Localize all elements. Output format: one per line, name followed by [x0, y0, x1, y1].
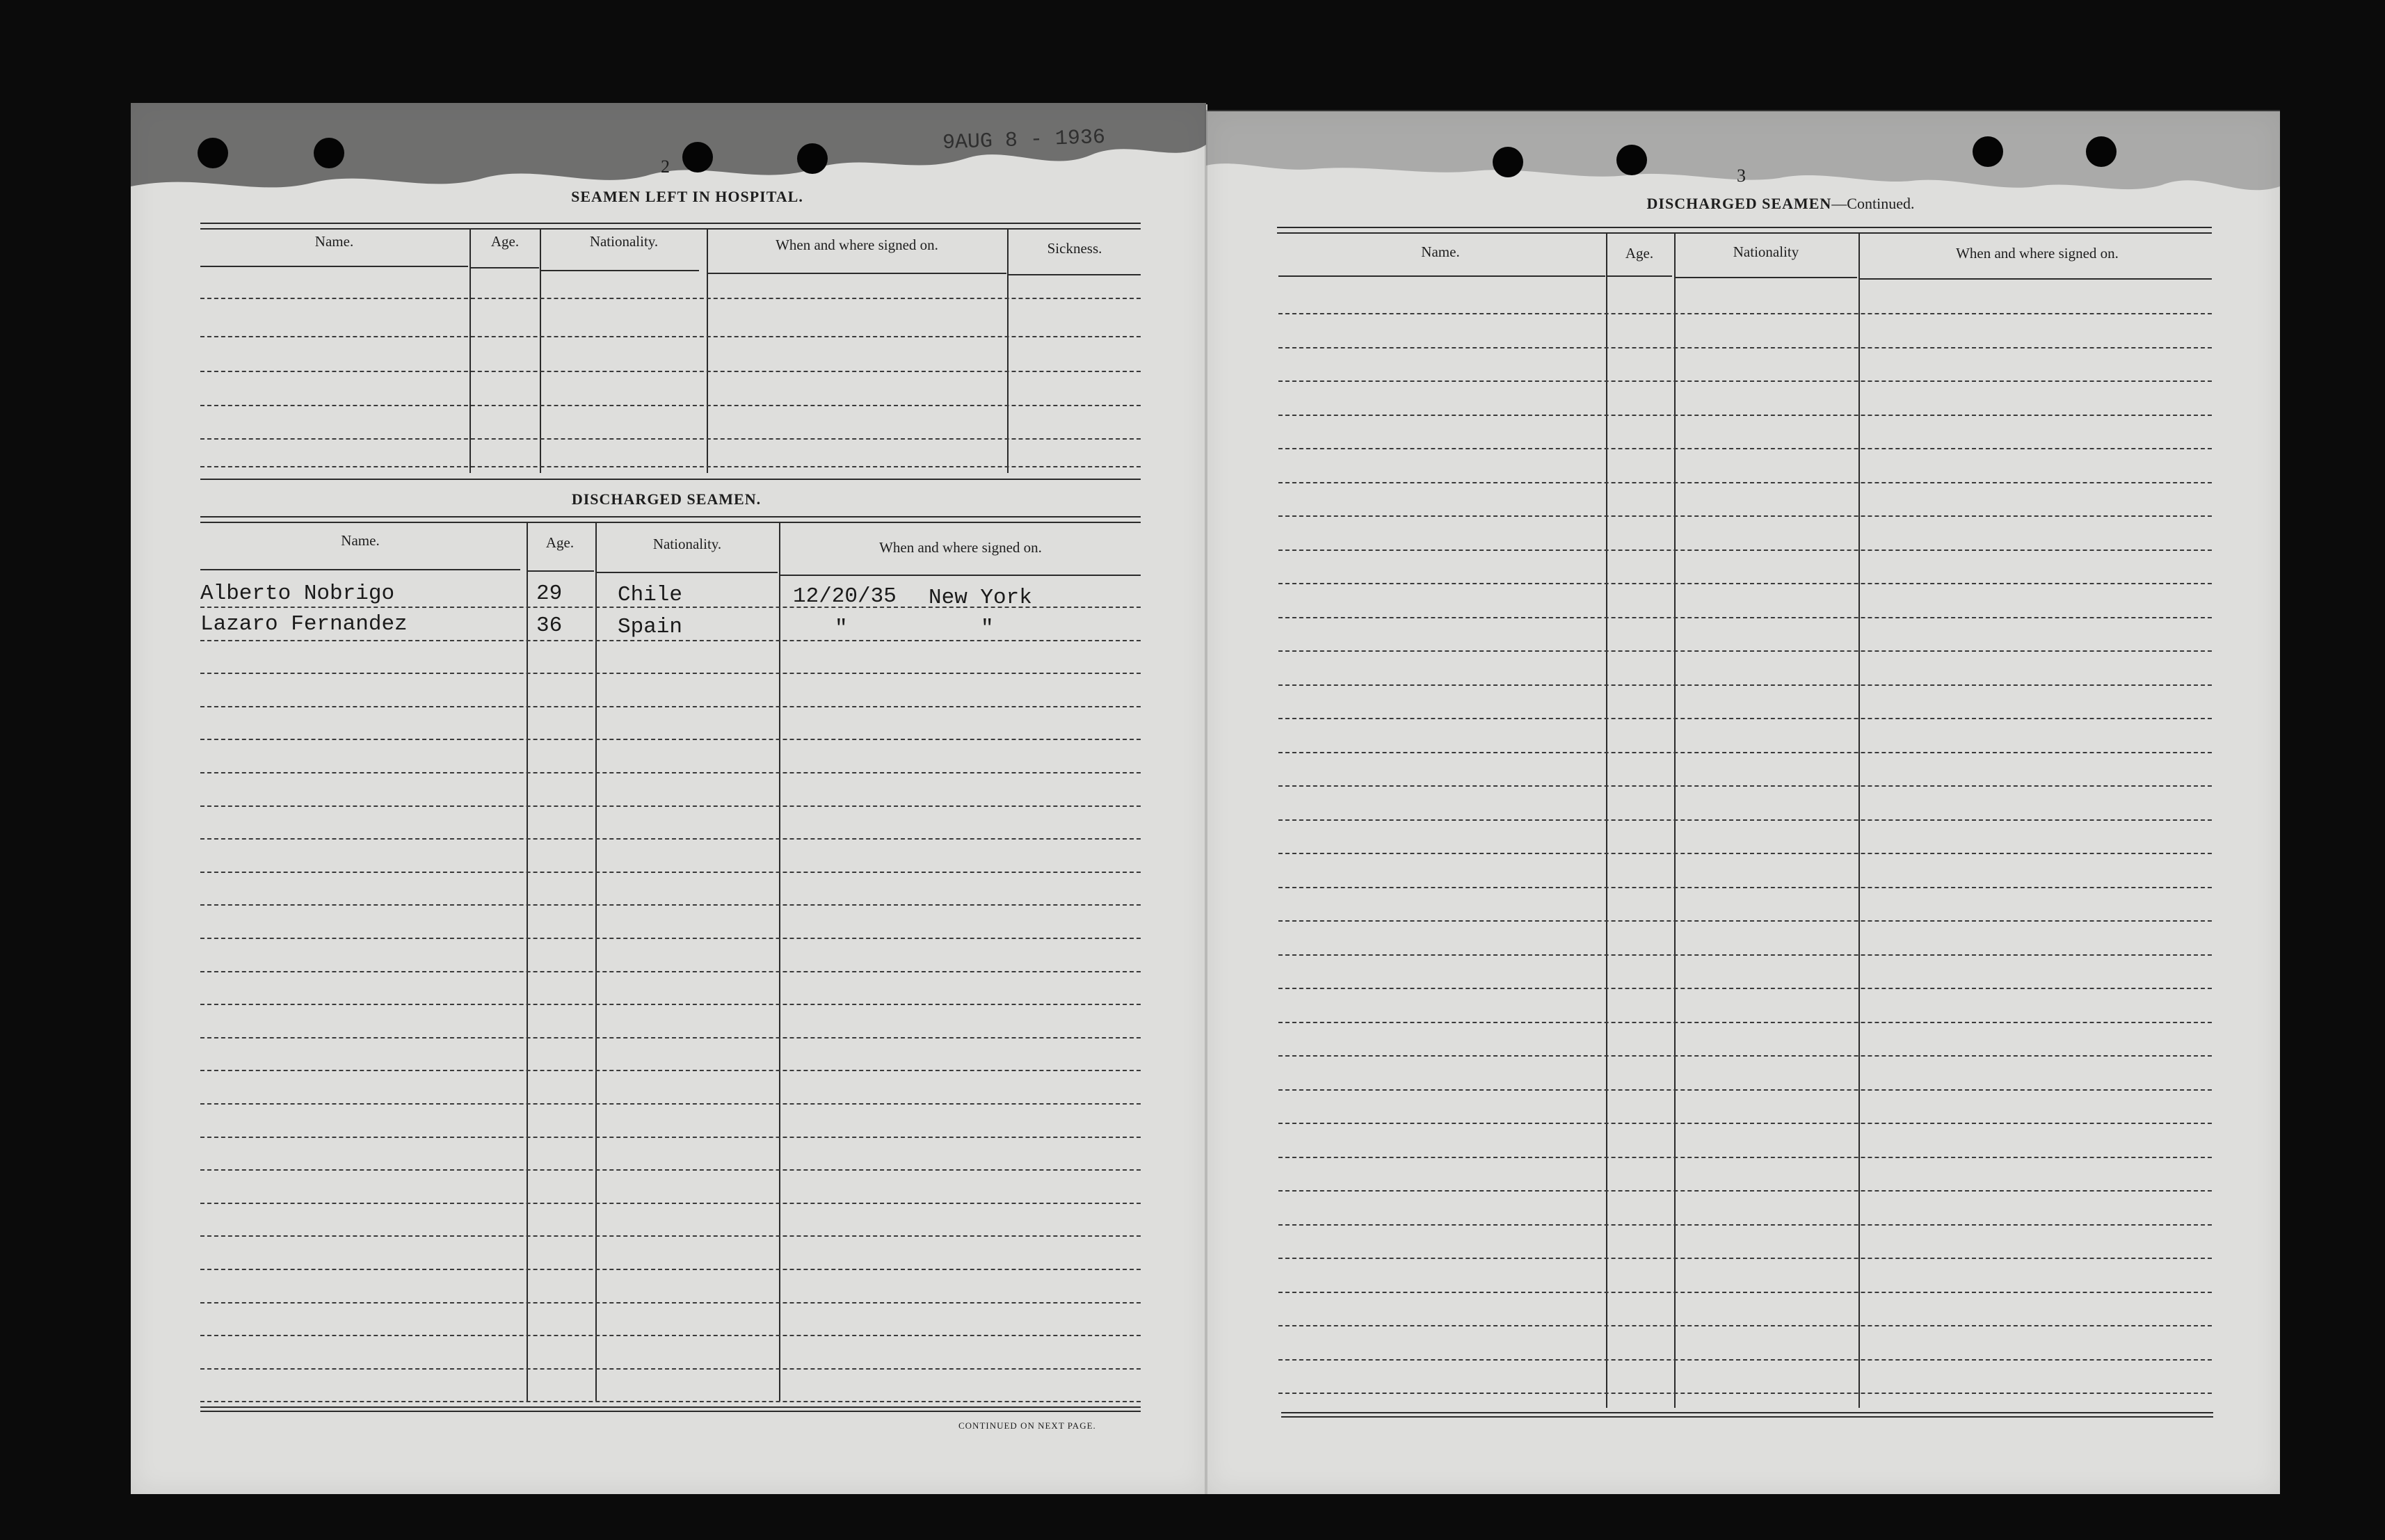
ruled-row-line	[1278, 415, 2212, 416]
ruled-row-line	[1278, 347, 2212, 348]
title-main: DISCHARGED SEAMEN	[1646, 195, 1832, 212]
ruled-row-line	[1278, 550, 2212, 551]
ruled-row-line	[1278, 1055, 2212, 1057]
ruled-row-line	[200, 1401, 1141, 1402]
ruled-row-line	[1278, 752, 2212, 753]
discharged-table-title: DISCHARGED SEAMEN.	[571, 490, 762, 508]
ruled-row-line	[1278, 650, 2212, 652]
continued-col-age: Age.	[1625, 245, 1654, 262]
ruled-row-line	[200, 1004, 1141, 1005]
ruled-row-line	[1278, 1325, 2212, 1326]
ruled-row-line	[200, 640, 1141, 641]
discharged-row-2-name: Lazaro Fernandez	[200, 612, 408, 636]
continued-col-when-where: When and where signed on.	[1956, 245, 2119, 262]
ruled-row-line	[200, 1335, 1141, 1336]
ruled-row-line	[1278, 954, 2212, 956]
hospital-col-age: Age.	[490, 233, 520, 250]
ruled-row-line	[200, 805, 1141, 807]
ruled-row-line	[200, 706, 1141, 707]
discharged-row-2-place: "	[981, 616, 994, 641]
ruled-row-line	[1278, 1157, 2212, 1158]
ruled-row-line	[200, 739, 1141, 740]
ruled-row-line	[200, 1269, 1141, 1270]
hospital-col-name: Name.	[314, 233, 354, 250]
ruled-row-line	[1278, 617, 2212, 618]
discharged-row-1-nationality: Chile	[618, 583, 683, 607]
discharged-row-1-age: 29	[536, 581, 563, 606]
discharged-row-2-age: 36	[536, 613, 563, 638]
ruled-row-line	[1278, 1393, 2212, 1394]
left-page	[131, 103, 1206, 1494]
hospital-col-when-where: When and where signed on.	[776, 236, 938, 253]
ruled-row-line	[200, 838, 1141, 840]
ruled-row-line	[200, 772, 1141, 773]
ruled-row-line	[200, 1103, 1141, 1105]
ruled-row-line	[200, 1037, 1141, 1038]
ruled-row-line	[1278, 313, 2212, 314]
discharged-row-1-date: 12/20/35	[793, 584, 897, 609]
discharged-row-2-date: "	[835, 616, 848, 641]
ruled-row-line	[1278, 1190, 2212, 1192]
continued-col-nationality: Nationality	[1733, 243, 1799, 260]
page-fold	[1205, 104, 1207, 1494]
ruled-row-line	[200, 1169, 1141, 1171]
ruled-row-line	[1278, 1022, 2212, 1023]
ruled-row-line	[1278, 1123, 2212, 1124]
ruled-row-line	[1278, 1258, 2212, 1259]
date-stamp: 9AUG 8 - 1936	[942, 125, 1106, 156]
ruled-row-line	[1278, 448, 2212, 449]
ruled-row-line	[200, 971, 1141, 972]
hospital-col-sickness: Sickness.	[1047, 240, 1102, 257]
ruled-row-line	[1278, 1089, 2212, 1091]
ruled-row-line	[200, 1070, 1141, 1071]
ruled-row-line	[1278, 380, 2212, 382]
ruled-row-line	[200, 1302, 1141, 1304]
ruled-row-line	[200, 1203, 1141, 1204]
discharged-continued-title	[1537, 195, 2024, 213]
continued-col-name: Name.	[1421, 243, 1460, 260]
ruled-row-line	[200, 673, 1141, 674]
page-number-left: 2	[661, 157, 670, 177]
ruled-row-line	[200, 1137, 1141, 1138]
ruled-row-line	[1278, 684, 2212, 686]
ruled-row-line	[200, 872, 1141, 873]
hospital-table-title: SEAMEN LEFT IN HOSPITAL.	[571, 188, 803, 205]
title-suffix: —Continued.	[1831, 195, 1915, 212]
discharged-col-name: Name.	[341, 532, 380, 549]
ruled-row-line	[1278, 1359, 2212, 1361]
ruled-row-line	[1278, 482, 2212, 483]
continued-note: CONTINUED ON NEXT PAGE.	[958, 1420, 1096, 1431]
ruled-row-line	[200, 607, 1141, 608]
discharged-row-1-name: Alberto Nobrigo	[200, 581, 395, 606]
discharged-col-age: Age.	[545, 534, 575, 551]
ruled-row-line	[1278, 515, 2212, 517]
discharged-row-1-place: New York	[929, 586, 1032, 610]
ruled-row-line	[1278, 920, 2212, 922]
ruled-row-line	[1278, 819, 2212, 821]
right-page	[1206, 111, 2280, 1494]
hospital-col-nationality: Nationality.	[589, 233, 659, 250]
discharged-row-2-nationality: Spain	[618, 615, 683, 639]
ruled-row-line	[1278, 988, 2212, 989]
ruled-row-line	[1278, 1292, 2212, 1293]
ruled-row-line	[200, 938, 1141, 939]
ruled-row-line	[1278, 583, 2212, 584]
ruled-row-line	[1278, 718, 2212, 719]
discharged-col-nationality: Nationality.	[652, 536, 722, 552]
ruled-row-line	[200, 1235, 1141, 1237]
page-number-right: 3	[1737, 166, 1746, 186]
ruled-row-line	[1278, 785, 2212, 787]
ruled-row-line	[200, 1368, 1141, 1370]
ruled-row-line	[1278, 1224, 2212, 1226]
ruled-row-line	[1278, 853, 2212, 854]
ruled-row-line	[1278, 887, 2212, 888]
ruled-row-line	[200, 904, 1141, 906]
discharged-col-when-where: When and where signed on.	[879, 539, 1042, 556]
